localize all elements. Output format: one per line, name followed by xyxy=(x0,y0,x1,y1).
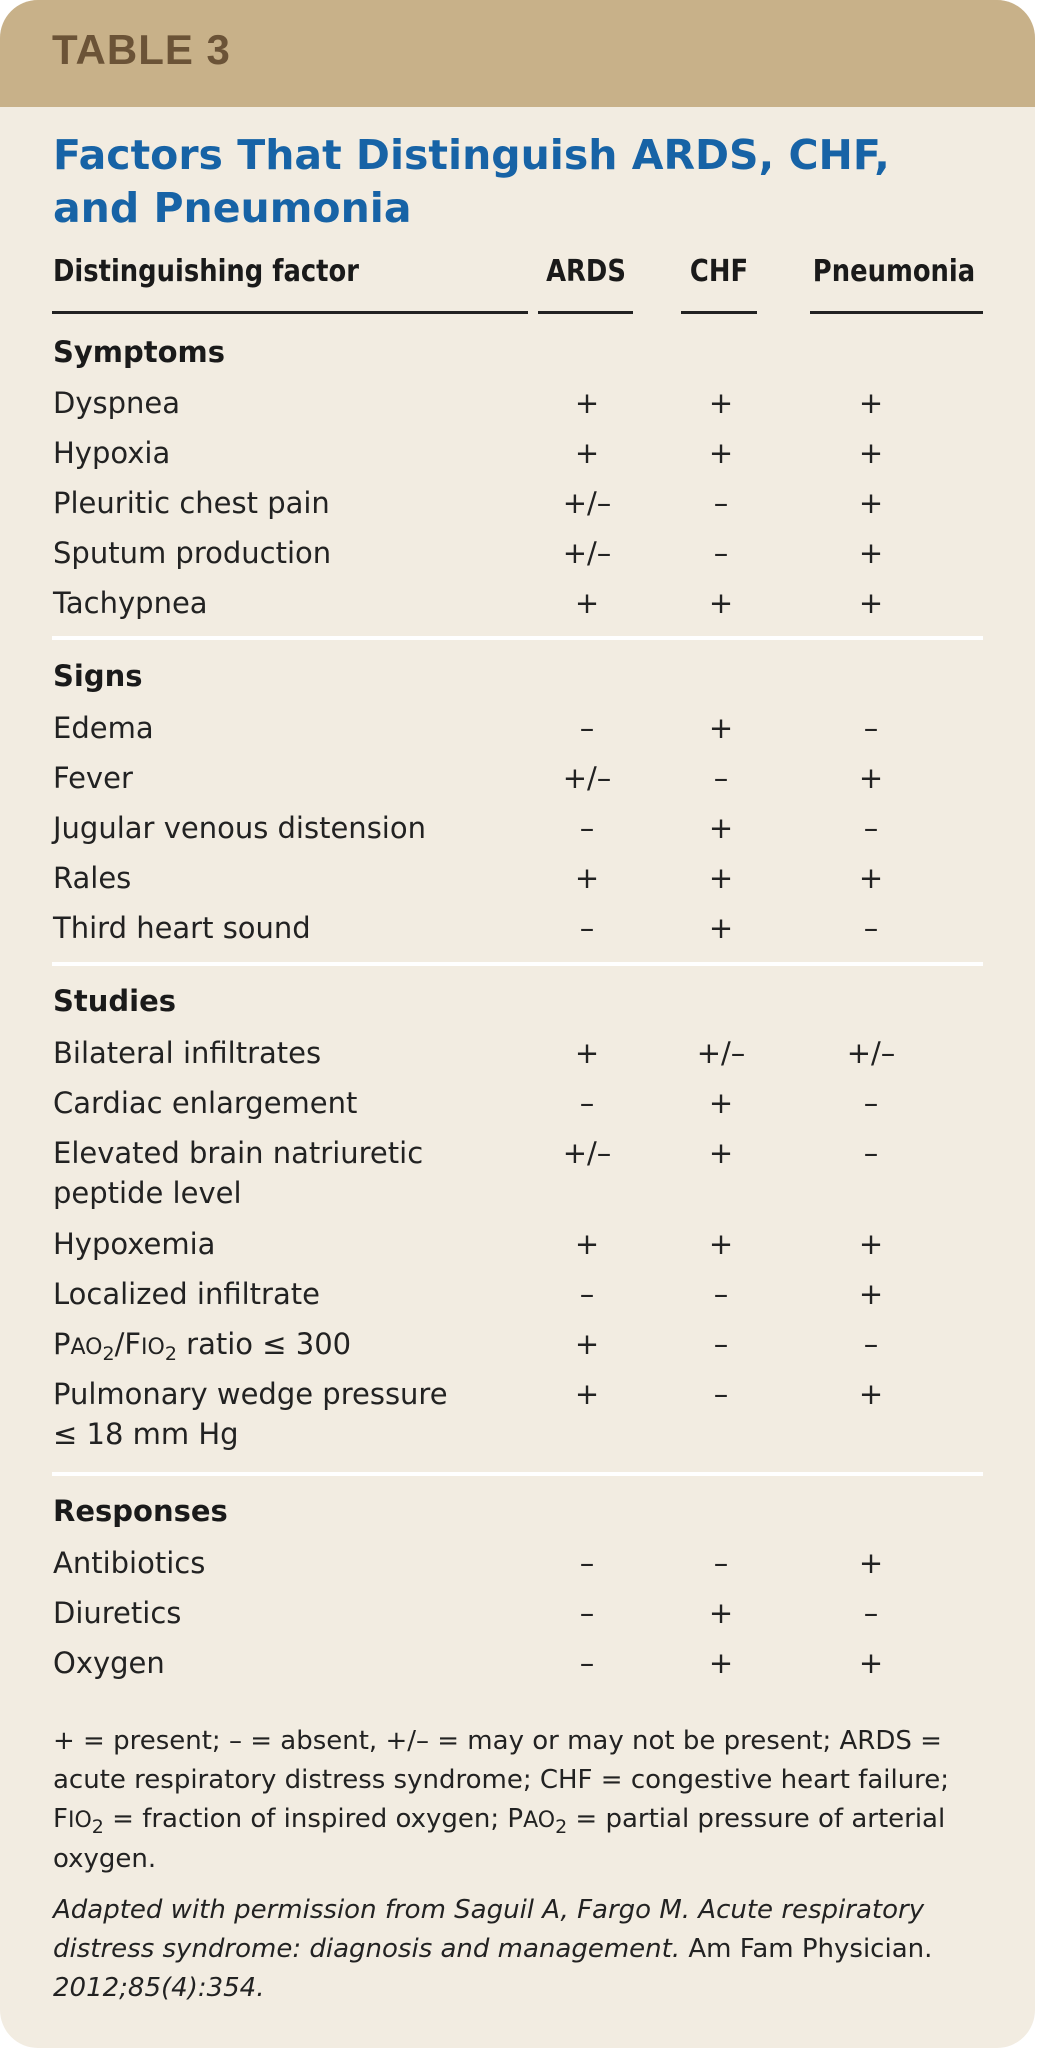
subscript: 2 xyxy=(91,1816,104,1838)
pneumonia-value: + xyxy=(858,486,884,520)
table-row xyxy=(0,1083,1035,1133)
factor-text: IO xyxy=(141,1335,165,1360)
table-row xyxy=(0,1593,1035,1643)
chf-value: – xyxy=(713,1546,729,1580)
pneumonia-value: – xyxy=(863,1086,879,1120)
table-row xyxy=(0,1324,1035,1374)
table-row xyxy=(0,758,1035,808)
ards-value: +/– xyxy=(562,536,612,570)
chf-value: + xyxy=(708,861,734,895)
ards-value: + xyxy=(574,1377,600,1411)
ards-value: – xyxy=(579,1546,595,1580)
table-row xyxy=(0,1033,1035,1083)
ards-value: + xyxy=(574,586,600,620)
factor-text: P xyxy=(53,1327,71,1361)
pneumonia-value: – xyxy=(863,911,879,945)
header-rule xyxy=(681,311,757,314)
factor-label xyxy=(53,1324,523,1368)
factor-label: Tachypnea xyxy=(53,586,208,620)
header-rule xyxy=(538,311,633,314)
table-number: TABLE 3 xyxy=(52,26,231,73)
ards-value: + xyxy=(574,386,600,420)
table-row xyxy=(0,1133,1035,1223)
table-row xyxy=(0,708,1035,758)
chf-value: + xyxy=(708,586,734,620)
factor-label: Hypoxemia xyxy=(53,1227,216,1261)
pneumonia-value: +/– xyxy=(846,1036,896,1070)
factor-label: Pleuritic chest pain xyxy=(53,486,330,520)
factor-label: Sputum production xyxy=(53,536,332,570)
factor-label: Diuretics xyxy=(53,1596,182,1630)
section-heading: Symptoms xyxy=(53,335,226,369)
column-header-factor: Distinguishing factor xyxy=(53,254,359,289)
ards-value: + xyxy=(574,1327,600,1361)
chf-value: + xyxy=(708,811,734,845)
footnote-text: = fraction of inspired oxygen; P xyxy=(103,1804,524,1834)
factor-label: Cardiac enlargement xyxy=(53,1086,358,1120)
factor-text: AO xyxy=(70,1335,103,1360)
pneumonia-value: – xyxy=(863,711,879,745)
table-row xyxy=(0,858,1035,908)
chf-value: – xyxy=(713,486,729,520)
subscript: 2 xyxy=(164,1343,177,1365)
factor-label-line: ≤ 18 mm Hg xyxy=(53,1417,239,1451)
chf-value: – xyxy=(713,1377,729,1411)
ards-value: – xyxy=(579,1086,595,1120)
table-row xyxy=(0,1543,1035,1593)
pneumonia-value: + xyxy=(858,1227,884,1261)
factor-text: ratio ≤ 300 xyxy=(176,1327,352,1361)
ards-value: + xyxy=(574,861,600,895)
ards-value: – xyxy=(579,1277,595,1311)
column-header-pneumonia: Pneumonia xyxy=(812,254,976,289)
ards-value: +/– xyxy=(562,1136,612,1170)
column-header-ards: ARDS xyxy=(546,254,626,289)
table-row xyxy=(0,533,1035,583)
factor-label: Hypoxia xyxy=(53,436,171,470)
pneumonia-value: + xyxy=(858,536,884,570)
factor-label: Edema xyxy=(53,711,154,745)
ards-value: – xyxy=(579,1646,595,1680)
factor-label-line: peptide level xyxy=(53,1176,242,1210)
pneumonia-value: + xyxy=(858,386,884,420)
pneumonia-value: + xyxy=(858,761,884,795)
pneumonia-value: – xyxy=(863,1596,879,1630)
pneumonia-value: + xyxy=(858,1546,884,1580)
pneumonia-value: + xyxy=(858,1646,884,1680)
table-row xyxy=(0,908,1035,958)
footnote-text: AO xyxy=(523,1808,556,1833)
table-row xyxy=(0,433,1035,483)
citation-text: Adapted with permission from Saguil A, Fargo M. Acute respiratory distress syndrome: diagnosis and management. xyxy=(53,1895,925,1964)
factor-label: Dyspnea xyxy=(53,386,181,420)
pneumonia-value: – xyxy=(863,1136,879,1170)
ards-value: + xyxy=(574,436,600,470)
pneumonia-value: – xyxy=(863,811,879,845)
chf-value: + xyxy=(708,386,734,420)
ards-value: – xyxy=(579,911,595,945)
factor-label xyxy=(53,1374,523,1454)
source-citation xyxy=(53,1891,993,2008)
section-divider xyxy=(52,1472,983,1476)
section-heading: Responses xyxy=(53,1494,228,1528)
factor-label: Third heart sound xyxy=(53,911,311,945)
factor-label: Rales xyxy=(53,861,132,895)
section-divider xyxy=(52,962,983,966)
ards-value: + xyxy=(574,1227,600,1261)
subscript: 2 xyxy=(555,1816,568,1838)
chf-value: – xyxy=(713,536,729,570)
ards-value: – xyxy=(579,811,595,845)
header-rule xyxy=(810,311,983,314)
chf-value: + xyxy=(708,711,734,745)
table-row xyxy=(0,808,1035,858)
subscript: 2 xyxy=(102,1343,115,1365)
chf-value: +/– xyxy=(696,1036,746,1070)
table-row xyxy=(0,583,1035,633)
ards-value: + xyxy=(574,1036,600,1070)
ards-value: +/– xyxy=(562,486,612,520)
ards-value: – xyxy=(579,711,595,745)
chf-value: – xyxy=(713,1277,729,1311)
pneumonia-value: + xyxy=(858,586,884,620)
factor-label: Fever xyxy=(53,761,133,795)
chf-value: + xyxy=(708,1646,734,1680)
table-title: Factors That Distinguish ARDS, CHF, and Pneumonia xyxy=(53,131,890,232)
table-row xyxy=(0,483,1035,533)
chf-value: + xyxy=(708,1596,734,1630)
pneumonia-value: + xyxy=(858,436,884,470)
ards-value: +/– xyxy=(562,761,612,795)
chf-value: + xyxy=(708,1086,734,1120)
pneumonia-value: + xyxy=(858,1377,884,1411)
factor-label-line: Elevated brain natriuretic xyxy=(53,1136,424,1170)
chf-value: – xyxy=(713,761,729,795)
factor-label-line: Pulmonary wedge pressure xyxy=(53,1377,448,1411)
citation-text: 2012;85(4):354. xyxy=(53,1973,265,2003)
footnote-text: + = present; – = absent, +/– = may or may not be present; ARDS = acute respiratory distress syndrome; CHF = congestive heart failure; F xyxy=(53,1726,950,1834)
table-row xyxy=(0,383,1035,433)
column-header-chf: CHF xyxy=(689,254,749,289)
chf-value: + xyxy=(708,911,734,945)
pneumonia-value: – xyxy=(863,1327,879,1361)
chf-value: – xyxy=(713,1327,729,1361)
factor-label: Bilateral infiltrates xyxy=(53,1036,322,1070)
footnote-text: = partial pressure of arterial oxygen. xyxy=(53,1804,946,1874)
factor-label: Oxygen xyxy=(53,1646,165,1680)
factor-text: /F xyxy=(114,1327,142,1361)
footnote-text: IO xyxy=(67,1808,92,1833)
table-row xyxy=(0,1274,1035,1324)
section-heading: Signs xyxy=(53,659,143,693)
chf-value: + xyxy=(708,1227,734,1261)
table-row xyxy=(0,1224,1035,1274)
journal-name: Am Fam Physician. xyxy=(680,1934,933,1964)
table-row xyxy=(0,1374,1035,1464)
table-row xyxy=(0,1643,1035,1693)
factor-label: Antibiotics xyxy=(53,1546,206,1580)
section-divider xyxy=(52,636,983,640)
ards-value: – xyxy=(579,1596,595,1630)
chf-value: + xyxy=(708,436,734,470)
section-heading: Studies xyxy=(53,984,177,1018)
factor-label: Jugular venous distension xyxy=(53,811,426,845)
chf-value: + xyxy=(708,1136,734,1170)
factor-label: Localized infiltrate xyxy=(53,1277,320,1311)
factor-label xyxy=(53,1133,523,1213)
header-rule xyxy=(52,311,528,314)
table-footnote xyxy=(53,1722,993,1879)
pneumonia-value: + xyxy=(858,861,884,895)
table-header-bar xyxy=(0,0,1035,107)
pneumonia-value: + xyxy=(858,1277,884,1311)
